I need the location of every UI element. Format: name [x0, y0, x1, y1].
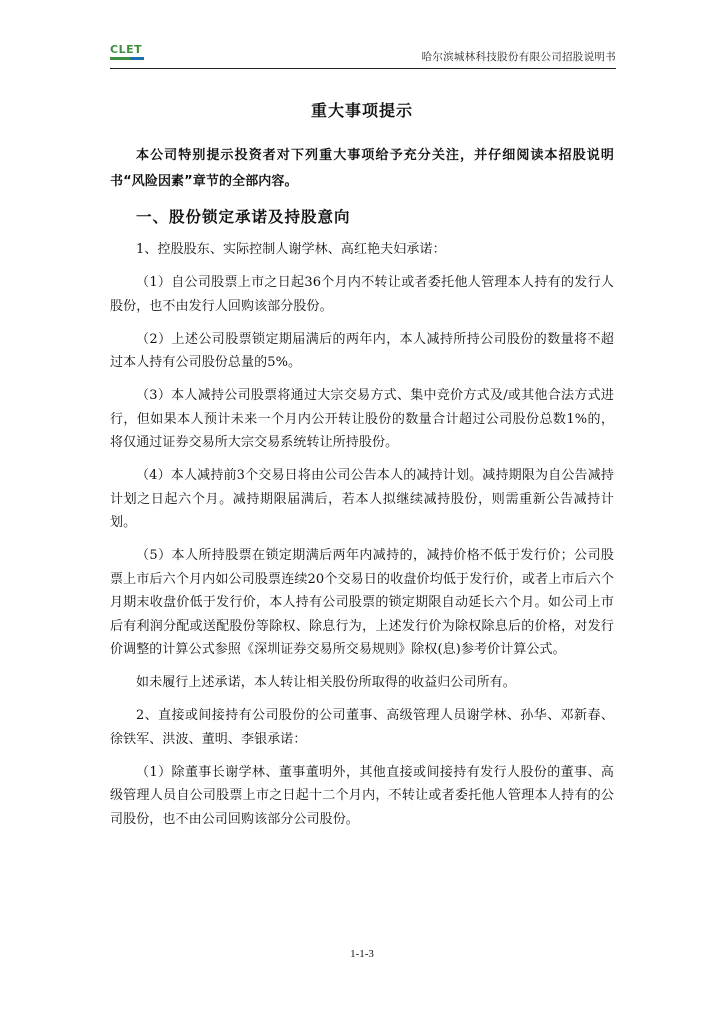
page-title: 重大事项提示	[310, 101, 413, 120]
paragraph-6: （5）本人所持股票在锁定期满后两年内减持的，减持价格不低于发行价；公司股票上市后六个月内如公司股票连续20个交易日的收盘价均低于发行价，或者上市后六个月期末收盘价低于发行价，本人持有公司股票的锁定期限自动延长六个月。如公司上市后有利润分配或送配股份等除权、除息行为，上述发行价为除权除息后的价格，对发行价调整的计算公式参照《深圳证券交易所交易规则》除权(息)参考价计算公式。	[110, 548, 614, 657]
page-number: 1-1-3	[350, 948, 374, 960]
intro-paragraph: 本公司特别提示投资者对下列重大事项给予充分关注，并仔细阅读本招股说明书“风险因素”章节的全部内容。	[110, 148, 614, 189]
paragraph-1: 1、控股股东、实际控制人谢学林、高红艳夫妇承诺：	[136, 242, 446, 257]
document-body	[110, 143, 614, 831]
paragraph-7: 如未履行上述承诺，本人转让相关股份所取得的收益归公司所有。	[136, 675, 516, 690]
document-title: 哈尔滨城林科技股份有限公司招股说明书	[421, 51, 616, 63]
page-header	[110, 44, 616, 69]
logo-underline	[110, 57, 144, 60]
paragraph-4: （3）本人减持公司股票将通过大宗交易方式、集中竞价方式及/或其他合法方式进行，但如果本人预计未来一个月内公开转让股份的数量合计超过公司股份总数1%的，将仅通过证券交易所大宗交易系统转让所持股份。	[110, 388, 614, 450]
paragraph-3: （2）上述公司股票锁定期届满后的两年内，本人减持所持公司股份的数量将不超过本人持有公司股份总量的5%。	[110, 331, 614, 370]
paragraph-8: 2、直接或间接持有公司股份的公司董事、高级管理人员谢学林、孙华、邓新春、徐铁军、洪波、董明、李银承诺：	[110, 708, 614, 747]
paragraph-5: （4）本人减持前3个交易日将由公司公告本人的减持计划。减持期限为自公告减持计划之日起六个月。减持期限届满后，若本人拟继续减持股份，则需重新公告减持计划。	[110, 468, 614, 530]
paragraph-2: （1）自公司股票上市之日起36个月内不转让或者委托他人管理本人持有的发行人股份，也不由发行人回购该部分股份。	[110, 275, 614, 314]
logo-text: CLET	[110, 43, 143, 56]
company-logo	[110, 44, 146, 64]
section-heading: 一、股份锁定承诺及持股意向	[136, 207, 351, 226]
paragraph-9: （1）除董事长谢学林、董事董明外，其他直接或间接持有发行人股份的董事、高级管理人员自公司股票上市之日起十二个月内，不转让或者委托他人管理本人持有的公司股份，也不由公司回购该部分公司股份。	[110, 764, 614, 827]
